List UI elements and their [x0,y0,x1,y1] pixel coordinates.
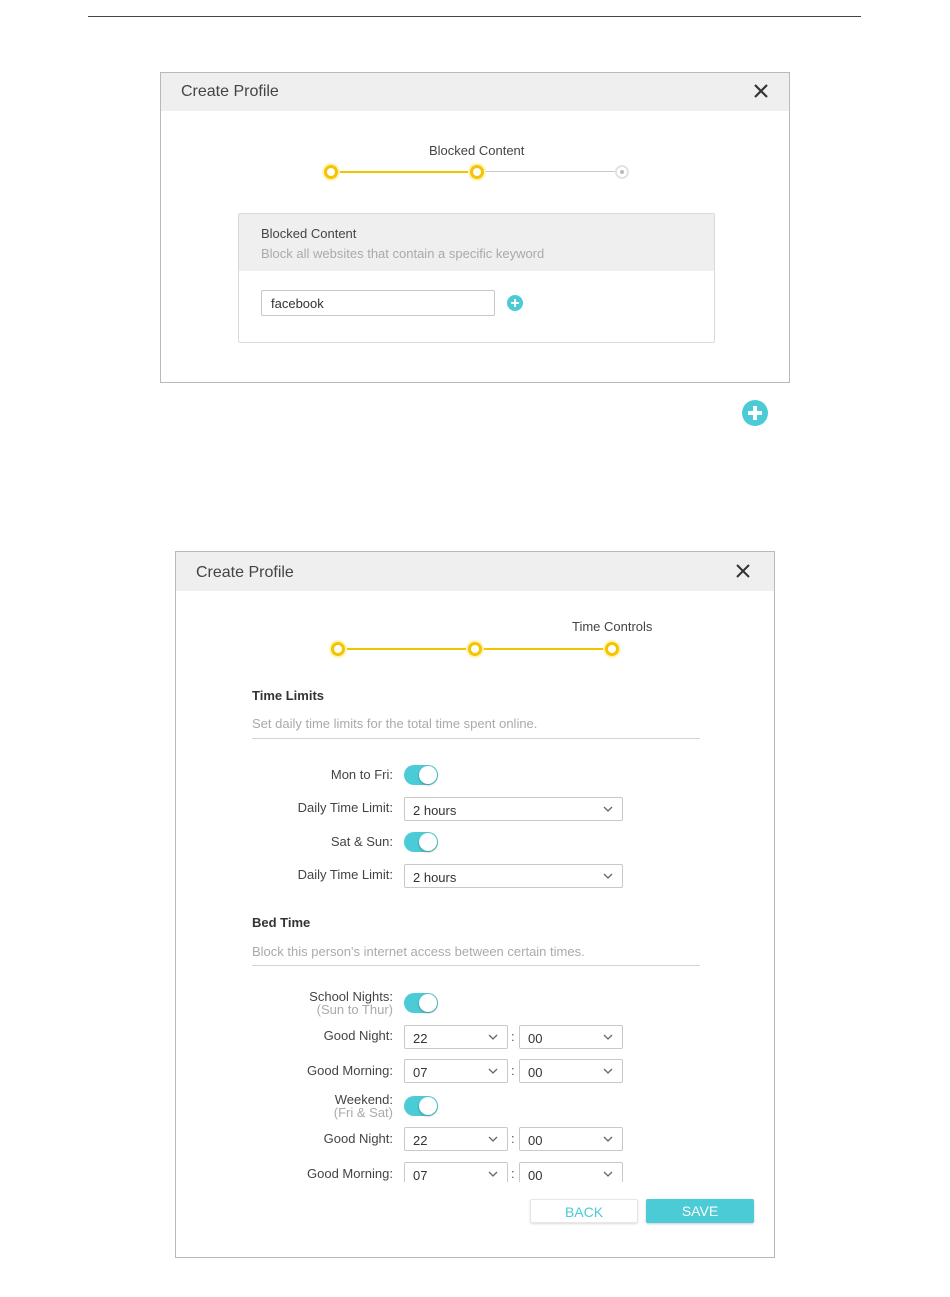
weekend-limit-select[interactable] [404,864,623,888]
weekend-good-morning-hour: 07 [413,1168,428,1182]
step-3-dot [615,165,629,179]
school-nights-label: School Nights: [309,989,393,1004]
chevron-down-icon [603,1134,613,1144]
school-nights-toggle[interactable] [404,993,438,1013]
save-button[interactable]: SAVE [646,1199,754,1223]
step-1-dot [331,642,345,656]
weekend-good-morning-clip [404,1162,629,1182]
chevron-down-icon [603,1169,613,1179]
chevron-down-icon [488,1066,498,1076]
chevron-down-icon [603,804,613,814]
time-separator: : [511,1131,515,1146]
panel-description: Block all websites that contain a specific keyword [261,246,545,261]
chevron-down-icon [488,1032,498,1042]
time-limits-divider [252,738,700,739]
time-separator: : [511,1029,515,1044]
time-separator: : [511,1166,515,1181]
weekday-limit-select[interactable] [404,797,623,821]
weekend-good-night-hour: 22 [413,1133,428,1148]
time-limits-description: Set daily time limits for the total time spent online. [252,716,538,731]
weekend-label: Weekend: [334,1092,393,1107]
weekend-limit-label: Daily Time Limit: [297,867,393,882]
page-top-rule [88,16,861,17]
school-good-morning-label: Good Morning: [307,1063,393,1078]
keyword-input[interactable] [261,290,495,316]
bed-time-divider [252,965,700,966]
time-separator: : [511,1063,515,1078]
step-label: Blocked Content [429,143,525,158]
weekday-limit-label: Daily Time Limit: [297,800,393,815]
step-2-dot [470,165,484,179]
weekend-good-night-label: Good Night: [323,1131,393,1146]
bed-time-title: Bed Time [252,915,311,930]
school-good-night-hour: 22 [413,1031,428,1046]
school-good-night-label: Good Night: [323,1028,393,1043]
dialog-header [176,552,774,591]
dialog-title: Create Profile [181,83,279,100]
school-good-morning-min: 00 [528,1065,543,1080]
close-icon[interactable] [733,561,753,581]
weekend-good-morning-label: Good Morning: [307,1166,393,1181]
step-line-pending [477,171,623,172]
add-keyword-plus-icon[interactable] [507,295,523,311]
step-line-completed [331,171,477,173]
weekend-good-morning-min-select[interactable] [519,1162,623,1182]
dialog-title: Create Profile [196,564,294,581]
add-profile-plus-icon[interactable] [742,400,768,426]
create-profile-dialog-blocked-content [160,72,790,383]
school-good-morning-hour-select[interactable] [404,1059,508,1083]
school-good-night-min: 00 [528,1031,543,1046]
school-nights-sub: (Sun to Thur) [316,1002,393,1017]
chevron-down-icon [603,1066,613,1076]
blocked-content-panel [238,213,715,343]
school-good-morning-min-select[interactable] [519,1059,623,1083]
weekend-limit-value: 2 hours [413,870,457,885]
chevron-down-icon [488,1169,498,1179]
school-good-morning-hour: 07 [413,1065,428,1080]
mon-fri-toggle[interactable] [404,765,438,785]
weekend-toggle[interactable] [404,1096,438,1116]
bed-time-description: Block this person's internet access between certain times. [252,944,585,959]
weekend-good-morning-min: 00 [528,1168,543,1182]
weekend-good-night-hour-select[interactable] [404,1127,508,1151]
dialog-header [161,73,789,111]
sat-sun-label: Sat & Sun: [330,834,393,849]
time-limits-title: Time Limits [252,688,325,703]
create-profile-dialog-time-controls [175,551,775,1258]
back-button[interactable]: BACK [530,1199,638,1223]
weekend-good-night-min-select[interactable] [519,1127,623,1151]
weekend-good-morning-hour-select[interactable] [404,1162,508,1182]
mon-fri-label: Mon to Fri: [330,767,393,782]
close-icon[interactable] [751,81,771,101]
sat-sun-toggle[interactable] [404,832,438,852]
step-2-dot [468,642,482,656]
weekday-limit-value: 2 hours [413,803,457,818]
step-label: Time Controls [572,619,653,634]
weekend-sub: (Fri & Sat) [333,1105,393,1120]
panel-header [239,214,714,271]
school-good-night-hour-select[interactable] [404,1025,508,1049]
chevron-down-icon [603,1032,613,1042]
school-good-night-min-select[interactable] [519,1025,623,1049]
chevron-down-icon [603,871,613,881]
weekend-good-night-min: 00 [528,1133,543,1148]
chevron-down-icon [488,1134,498,1144]
step-1-dot [324,165,338,179]
panel-title: Blocked Content [261,226,357,241]
step-3-dot [605,642,619,656]
